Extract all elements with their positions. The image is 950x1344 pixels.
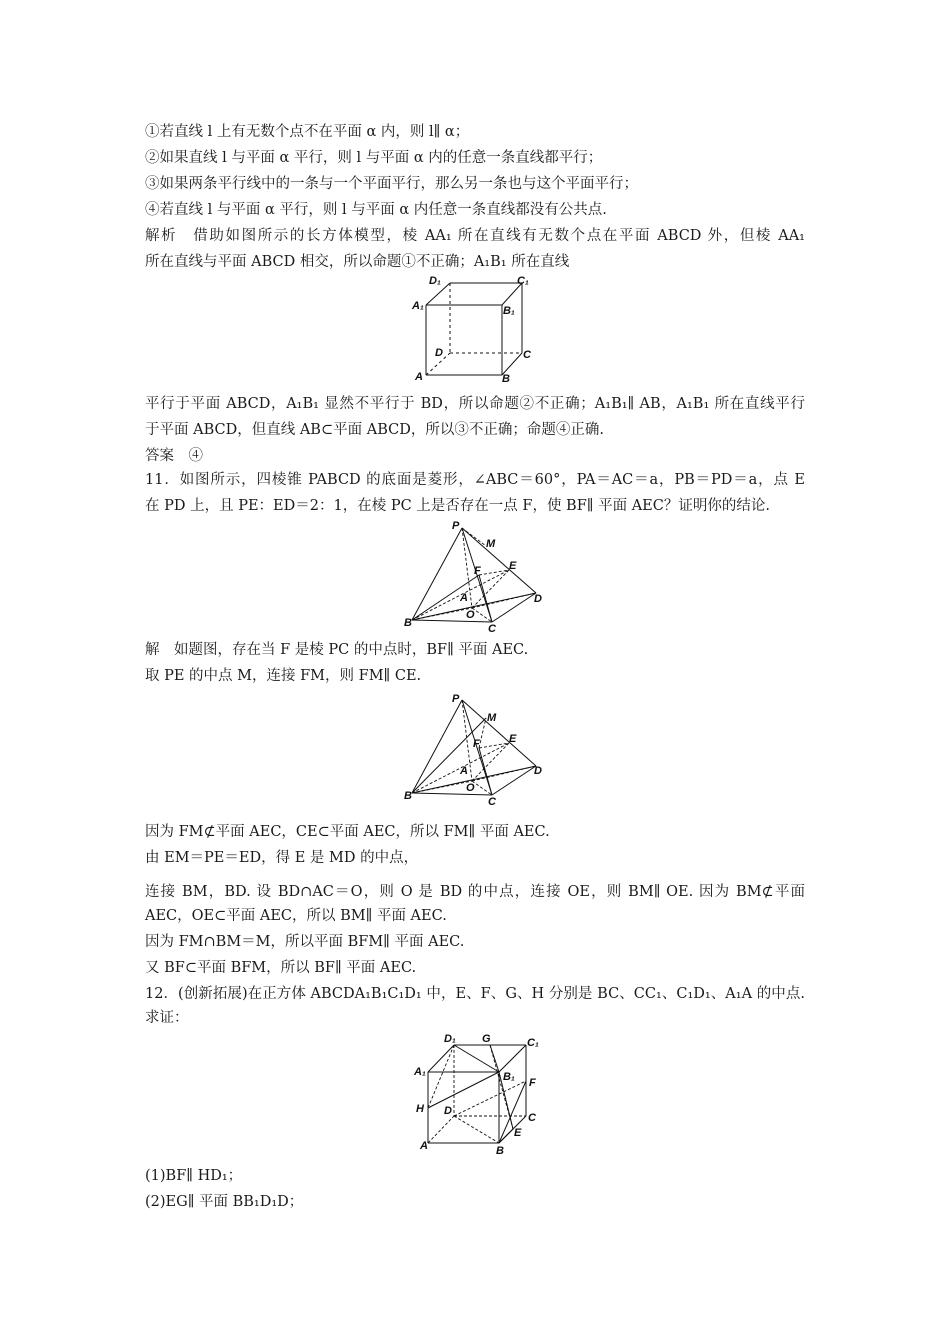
answer-line: 答案 ④ [145,448,203,464]
label-c1: C₁ [527,1037,539,1049]
label-d: D [444,1105,452,1117]
label-p: P [452,520,460,532]
label-f: F [529,1077,536,1089]
label-e: E [509,560,517,572]
label-b: B [496,1145,504,1156]
label-e: E [514,1127,522,1139]
label-a: A [460,765,468,777]
label-b: B [404,790,412,802]
cube-figure [410,1028,550,1156]
solution-line-7: 因为 FM∩BM＝M，所以平面 BFM∥ 平面 AEC. [145,934,465,950]
problem-11-line-1: 11．如图所示，四棱锥 PABCD 的底面是菱形，∠ABC＝60°，PA＝AC＝a，PB＝PD＝a，点 E [145,472,805,488]
label-a: A [415,371,423,383]
solution-line-3: 因为 FM⊄平面 AEC，CE⊂平面 AEC，所以 FM∥ 平面 AEC. [145,824,550,840]
statement-3: ③如果两条平行线中的一条与一个平面平行，那么另一条也与这个平面平行； [145,176,638,192]
cuboid-figure [405,272,540,384]
label-d1: D₁ [429,275,441,287]
solution-line-4: 由 EM＝PE＝ED，得 E 是 MD 的中点， [145,850,419,866]
label-d: D [534,765,542,777]
statement-2: ②如果直线 l 与平面 α 平行，则 l 与平面 α 内的任意一条直线都平行； [145,150,603,166]
solution-line-5: 连接 BM，BD. 设 BD∩AC＝O，则 O 是 BD 的中点，连接 OE，则 BM∥ OE. 因为 BM⊄平面 [145,884,805,900]
label-f: F [473,738,480,750]
analysis-line-4: 于平面 ABCD，但直线 AB⊂平面 ABCD，所以③不正确；命题④正确. [145,422,604,438]
label-c: C [488,623,496,635]
label-o: O [466,782,475,794]
problem-12-line-2: 求证： [145,1010,189,1026]
label-d: D [534,593,542,605]
label-c: C [488,796,496,808]
label-b: B [404,617,412,629]
label-c1: C₁ [517,275,529,287]
proof-part-1: (1)BF∥ HD₁； [145,1168,243,1184]
label-g: G [482,1033,491,1045]
label-m: M [486,538,496,550]
solution-line-8: 又 BF⊂平面 BFM，所以 BF∥ 平面 AEC. [145,960,417,976]
label-c: C [523,349,531,361]
problem-12-line-1: 12．(创新拓展)在正方体 ABCDA₁B₁C₁D₁ 中，E、F、G、H 分别是 BC、CC₁、C₁D₁、A₁A 的中点. [145,986,805,1002]
label-d1: D₁ [444,1033,456,1045]
statement-4: ④若直线 l 与平面 α 平行，则 l 与平面 α 内任意一条直线都没有公共点. [145,202,607,218]
pyramid-figure-2 [400,692,550,810]
solution-line-2: 取 PE 的中点 M，连接 FM，则 FM∥ CE. [145,668,422,684]
analysis-line-1: 解析 借助如图所示的长方体模型，棱 AA₁ 所在直线有无数个点在平面 ABCD 外，但棱 AA₁ [145,228,805,244]
label-e: E [509,733,517,745]
label-b: B [502,373,510,384]
label-f: F [474,565,481,577]
proof-part-2: (2)EG∥ 平面 BB₁D₁D； [145,1194,304,1210]
label-a: A [460,592,468,604]
label-m: M [487,712,497,724]
label-a: A [420,1140,428,1152]
label-c: C [528,1112,536,1124]
analysis-line-2: 所在直线与平面 ABCD 相交，所以命题①不正确；A₁B₁ 所在直线 [145,254,570,270]
analysis-line-3: 平行于平面 ABCD，A₁B₁ 显然不平行于 BD，所以命题②不正确；A₁B₁∥ AB，A₁B₁ 所在直线平行 [145,396,805,412]
label-b1: B₁ [503,1071,515,1083]
label-d: D [435,347,443,359]
solution-line-1: 解 如题图，存在当 F 是棱 PC 的中点时，BF∥ 平面 AEC. [145,642,529,658]
label-a1: A₁ [412,300,424,312]
label-p: P [452,693,460,705]
solution-line-6: AEC，OE⊂平面 AEC，所以 BM∥ 平面 AEC. [145,908,447,924]
label-o: O [466,609,475,621]
statement-1: ①若直线 l 上有无数个点不在平面 α 内，则 l∥ α； [145,124,470,140]
label-a1: A₁ [414,1066,426,1078]
pyramid-figure [400,518,550,636]
label-h: H [416,1103,424,1115]
problem-11-line-2: 在 PD 上，且 PE：ED＝2：1，在棱 PC 上是否存在一点 F，使 BF∥ 平面 AEC？证明你的结论. [145,498,770,514]
label-b1: B₁ [503,305,515,317]
